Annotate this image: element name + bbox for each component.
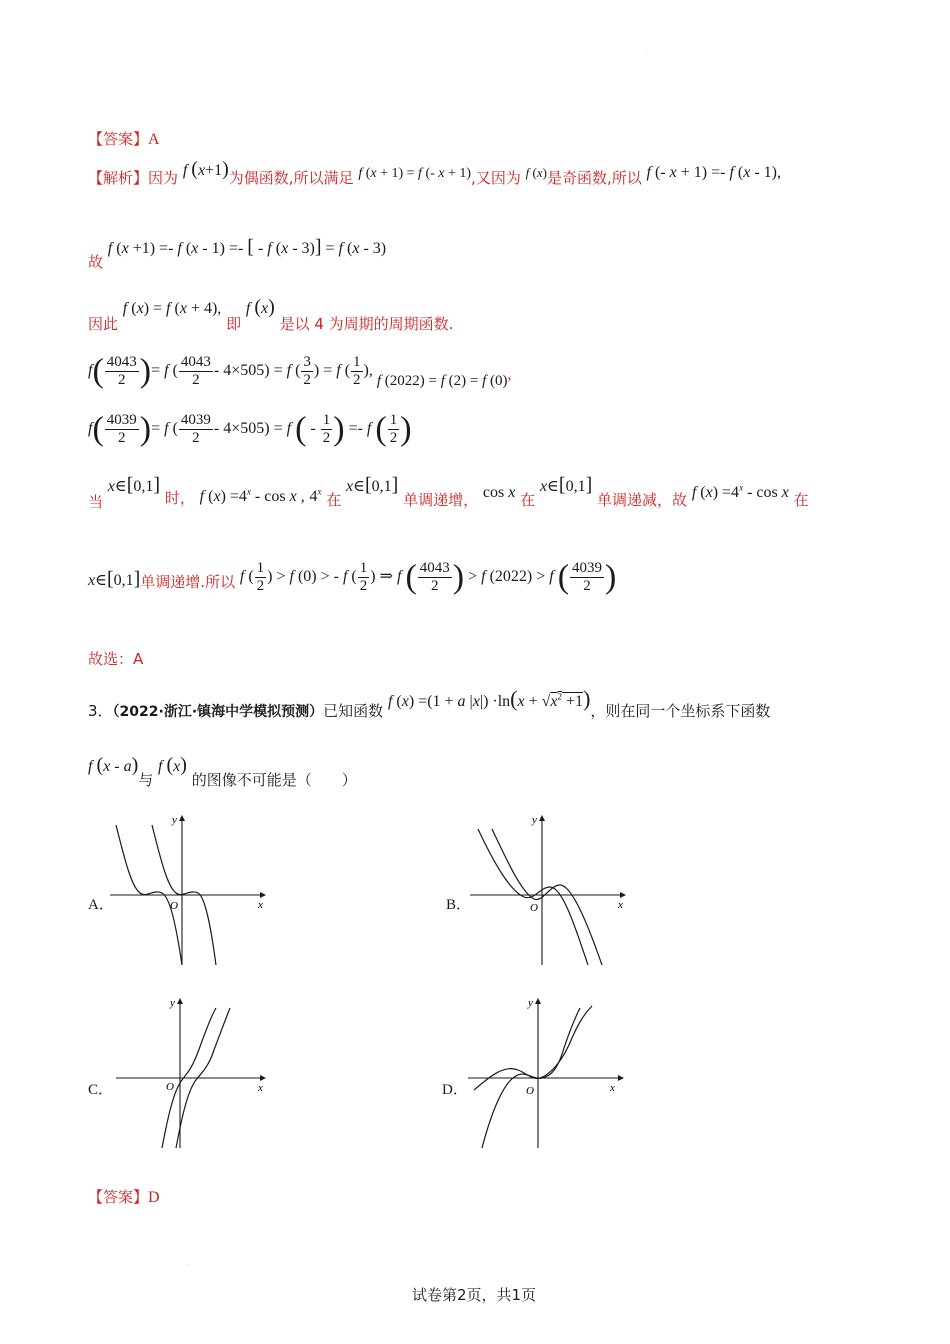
analysis-text: 在 [326, 491, 342, 509]
analysis-text: 单调递减，故 [597, 491, 688, 509]
formula: f (x - a) [88, 754, 139, 776]
analysis-text: 是以 4 为周期的周期函数. [279, 315, 454, 333]
x-axis-arrow [260, 1075, 266, 1081]
analysis-conclusion: 故选：A [88, 650, 144, 668]
analysis-text: 故 [88, 253, 104, 271]
formula: f (x) [525, 165, 547, 180]
formula: x∈[0,1] [346, 474, 399, 496]
answer-line-1 [88, 128, 160, 149]
analysis-label: 【解析】 [88, 169, 149, 187]
formula: f (x) [245, 296, 275, 318]
answer-value: A [148, 131, 160, 148]
curve-2 [492, 829, 602, 965]
x-axis-arrow [260, 892, 266, 898]
answer-bracket: 【答案】 [88, 1188, 149, 1206]
origin-label: O [526, 1085, 534, 1097]
page-footer: 试卷第2页，共1页 [412, 1286, 537, 1304]
analysis-text: 单调递增.所以 [140, 573, 236, 592]
option-b-label[interactable]: B． [446, 897, 472, 913]
y-label: y [172, 814, 177, 826]
option-a-label[interactable]: A． [88, 897, 114, 913]
question-number: 3． [88, 702, 113, 720]
analysis-text: 因此 [88, 315, 119, 333]
x-axis-arrow [618, 1075, 624, 1081]
analysis-text: ,又因为 [471, 169, 521, 187]
y-axis-arrow [177, 998, 183, 1004]
x-label: x [618, 899, 623, 911]
graph-option-c[interactable] [110, 998, 270, 1148]
y-label: y [528, 997, 533, 1009]
question-text: ，则在同一个坐标系下函数 [590, 702, 771, 720]
formula: f (x +1) =- f (x - 1) =- [ - f (x - 3)] = f (x - 3) [107, 236, 387, 258]
formula: f (- x + 1) =- f (x - 1), [646, 164, 781, 181]
formula: f $(x) =4^x - \cos x$ , [199, 486, 305, 505]
x-label: x [258, 1082, 263, 1094]
analysis-text: 在 [520, 491, 536, 509]
formula: 4$^x$ [309, 486, 322, 505]
formula: x∈[0,1] [107, 474, 161, 496]
formula: cos x [482, 484, 516, 501]
corner-mark-top: · [646, 48, 648, 55]
analysis-text: 是奇函数,所以 [546, 169, 642, 187]
formula: x∈[0,1] [88, 568, 141, 591]
analysis-text: 因为 [148, 169, 179, 187]
graph-option-a[interactable] [110, 815, 270, 965]
graph-option-d[interactable] [468, 998, 628, 1148]
option-d-label[interactable]: D． [442, 1082, 468, 1098]
analysis-text: 在 [793, 491, 809, 509]
analysis-line-3 [88, 296, 454, 333]
origin-label: O [530, 902, 538, 914]
analysis-text: 单调递增， [403, 491, 479, 509]
question-text: 已知函数 [323, 702, 384, 720]
analysis-text: 即 [226, 315, 242, 333]
formula: f (x+1) [182, 158, 229, 180]
answer-bracket: 【答案】 [88, 130, 149, 148]
y-axis-arrow [535, 998, 541, 1004]
origin-label: O [170, 900, 178, 912]
analysis-line-1 [88, 158, 781, 189]
origin-label: O [166, 1081, 174, 1093]
analysis-text: 为偶函数,所以满足 [228, 169, 354, 187]
question-source: （2022·浙江·镇海中学模拟预测） [112, 704, 324, 720]
y-axis-arrow [539, 815, 545, 821]
analysis-line-2 [88, 236, 387, 271]
analysis-text: 时， [164, 489, 195, 507]
question-text: 与 [138, 771, 154, 789]
formula-line-4039: f( $\frac{4039}{2}$ )= f ( $\frac{4039}{2}$ - 4×505) = f ( - $\frac{1}{2}$ ) =- f ( $\frac{1}{2}$ ) [88, 410, 412, 448]
question-3-stem [88, 682, 771, 720]
x-label: x [610, 1082, 615, 1094]
curve-1 [478, 829, 588, 965]
analysis-text: 当 [88, 493, 104, 511]
answer-value: D [148, 1189, 160, 1206]
x-axis-arrow [620, 892, 626, 898]
y-label: y [170, 997, 175, 1009]
question-3-stem-2 [88, 754, 357, 789]
formula: x∈[0,1] [539, 474, 593, 496]
formula: f ( $\frac{1}{2}$ ) > f (0) > - f ( $\frac{1}{2}$ ) ⇒ f ( $\frac{4043}{2}$ ) > f (2022) > f ( $\frac{4039}{2}$ ) [239, 558, 617, 596]
graph-option-b[interactable] [470, 815, 630, 965]
y-axis-arrow [179, 815, 185, 821]
analysis-line-5 [88, 474, 809, 511]
formula: f (x) = f (x + 4), [122, 300, 222, 317]
answer-line-2 [88, 1186, 160, 1207]
analysis-line-6 [88, 560, 616, 595]
option-c-label[interactable]: C． [88, 1082, 114, 1098]
formula: f (x) =(1 + a $|x|) \cdot\ln(x + √x^2 +1)$ [387, 686, 591, 711]
question-text: 的图像不可能是（ ） [191, 771, 357, 789]
corner-mark-bottom: · [186, 1262, 188, 1269]
formula: f $(x) =4^x - \cos x$ [691, 482, 789, 501]
formula: f (x + 1) = f (- x + 1) [358, 166, 472, 181]
formula-line-4043: f( $\frac{4043}{2}$ )= f ( $\frac{4043}{2}$ - 4×505) = f ( $\frac{3}{2}$ ) = f ( $\frac{1}{2}$ ), f (2022) = f (2) = f (0), [88, 352, 512, 390]
formula: f (x) [158, 754, 187, 776]
y-label: y [532, 814, 537, 826]
x-label: x [258, 899, 263, 911]
